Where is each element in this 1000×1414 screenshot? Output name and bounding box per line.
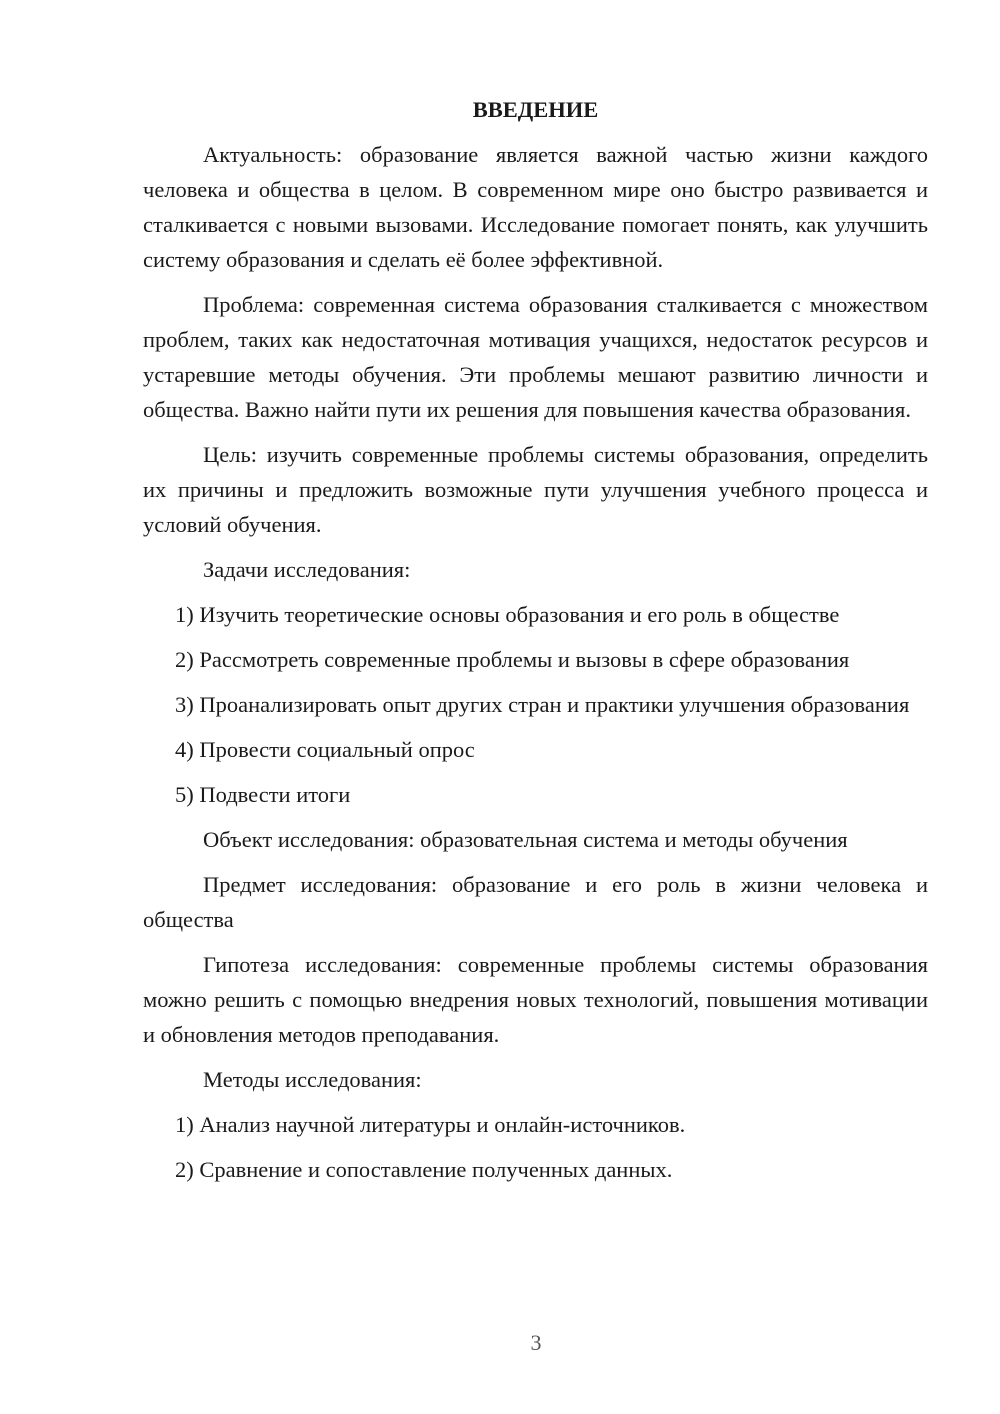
page-number: 3 <box>530 1330 542 1355</box>
method-item-1: 1) Анализ научной литературы и онлайн-источников. <box>175 1112 686 1137</box>
task-item-1: 1) Изучить теоретические основы образования и его роль в обществе <box>175 602 840 627</box>
task-item-3: 3) Проанализировать опыт других стран и практики улучшения образования <box>175 692 910 717</box>
task-item-5: 5) Подвести итоги <box>175 782 351 807</box>
paragraph-subject: Предмет исследования: образование и его роль в жизни человека и общества <box>143 872 928 932</box>
task-item-2: 2) Рассмотреть современные проблемы и вызовы в сфере образования <box>175 647 850 672</box>
section-title: ВВЕДЕНИЕ <box>472 97 599 122</box>
paragraph-goal: Цель: изучить современные проблемы системы образования, определить их причины и предложить возможные пути улучшения учебного процесса и условий обучения. <box>143 442 928 537</box>
paragraph-methods-heading: Методы исследования: <box>203 1067 422 1092</box>
paragraph-problem: Проблема: современная система образования сталкивается с множеством проблем, таких как недостаточная мотивация учащихся, недостаток ресурсов и устаревшие методы обучения. Эти проблемы мешают развитию личности и общества. Важно найти пути их решения для повышения качества образования. <box>143 292 928 422</box>
paragraph-tasks-heading: Задачи исследования: <box>203 557 411 582</box>
paragraph-hypothesis: Гипотеза исследования: современные проблемы системы образования можно решить с помощью внедрения новых технологий, повышения мотивации и обновления методов преподавания. <box>143 952 928 1047</box>
paragraph-relevance: Актуальность: образование является важной частью жизни каждого человека и общества в целом. В современном мире оно быстро развивается и сталкивается с новыми вызовами. Исследование помогает понять, как улучшить систему образования и сделать её более эффективной. <box>143 142 928 272</box>
method-item-2: 2) Сравнение и сопоставление полученных данных. <box>175 1157 673 1182</box>
task-item-4: 4) Провести социальный опрос <box>175 737 475 762</box>
page-content <box>143 92 928 1197</box>
paragraph-object: Объект исследования: образовательная система и методы обучения <box>203 827 848 852</box>
